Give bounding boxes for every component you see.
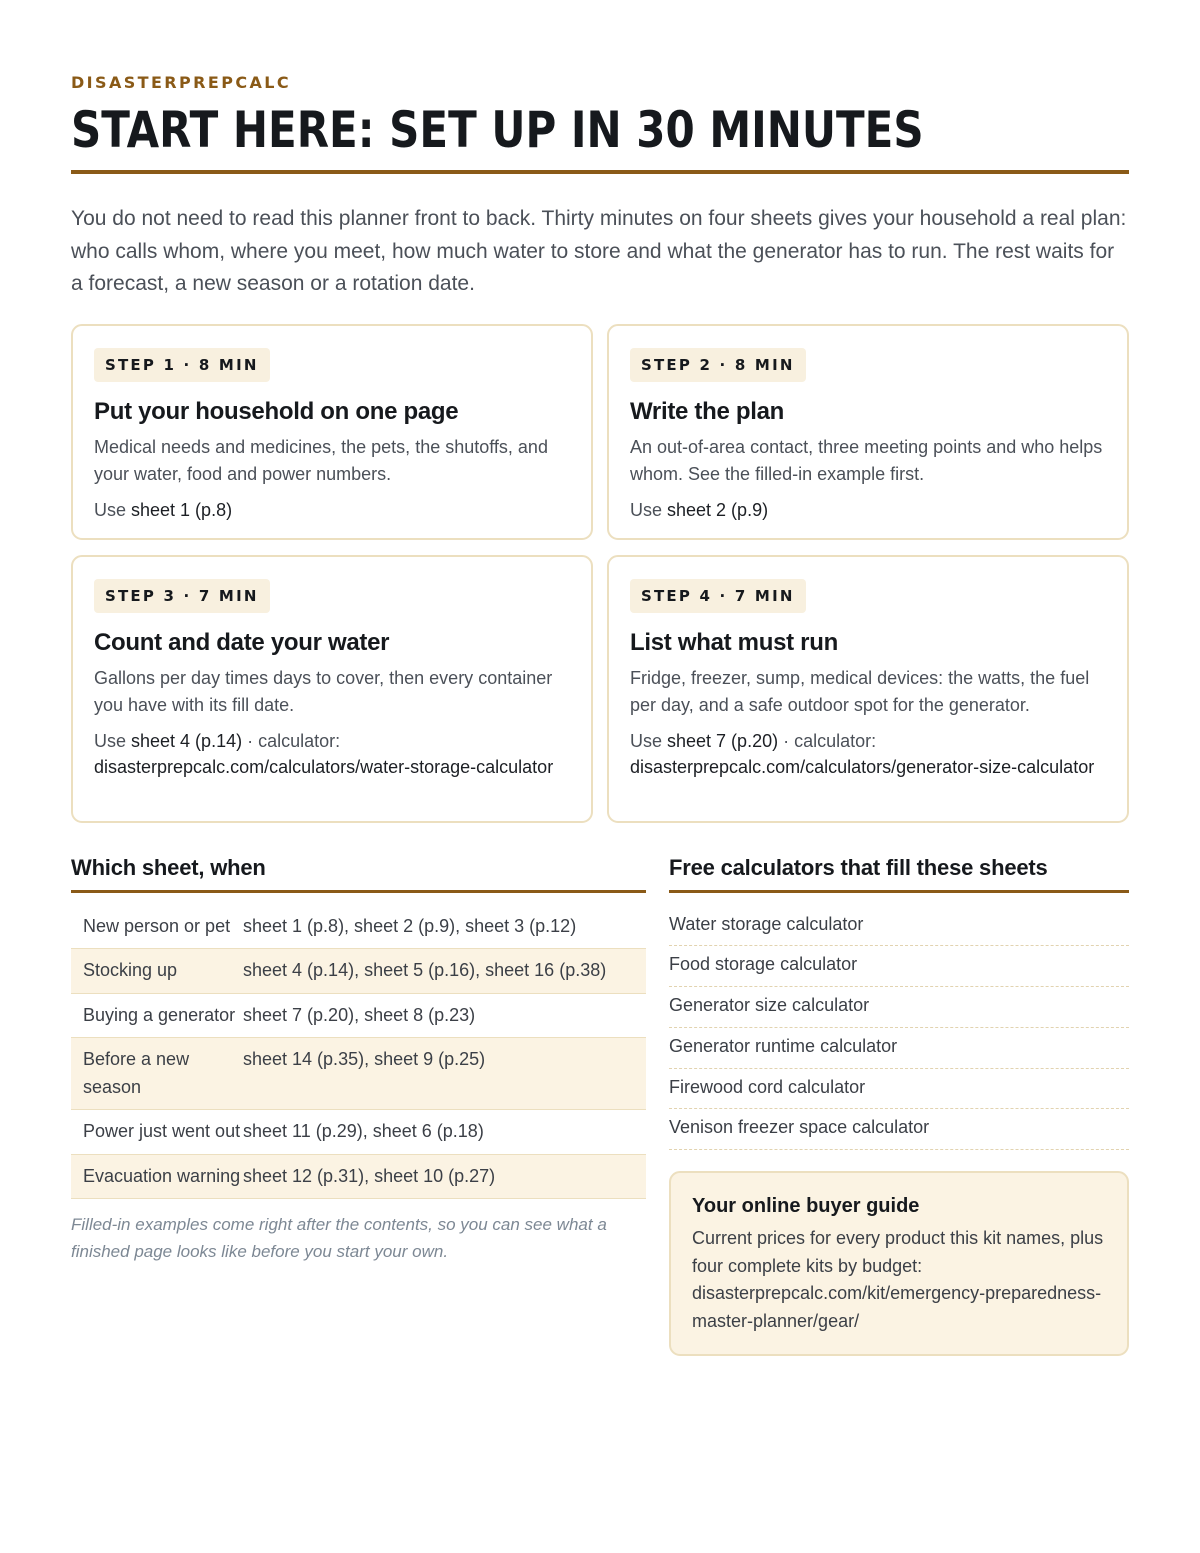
which-sheet-table [71, 905, 646, 1200]
which-sheet-section [71, 853, 646, 1357]
sheets-cell: sheet 11 (p.29), sheet 6 (p.18) [243, 1121, 484, 1141]
table-row [71, 905, 646, 950]
calculator-url[interactable]: disasterprepcalc.com/calculators/generator-size-calculator [630, 757, 1095, 777]
table-row [71, 1110, 646, 1155]
step-card-4 [607, 555, 1129, 823]
buyer-guide-box [669, 1171, 1129, 1356]
step-badge: STEP 1 · 8 MIN [94, 348, 270, 382]
brand-label: DISASTERPREPCALC [71, 73, 291, 92]
step-use-line [94, 497, 570, 524]
list-item[interactable]: Water storage calculator [669, 906, 1129, 947]
use-label: Use [630, 499, 668, 520]
section-title: Free calculators that fill these sheets [669, 853, 1129, 893]
step-badge: STEP 2 · 8 MIN [630, 348, 806, 382]
list-item[interactable]: Generator size calculator [669, 987, 1129, 1028]
calculator-list [669, 906, 1129, 1151]
calculator-label: · calculator: [242, 730, 341, 751]
step-description: Medical needs and medicines, the pets, the shutoffs, and your water, food and power numbers. [94, 436, 548, 484]
step-card-3 [71, 555, 593, 823]
sheet-reference: sheet 4 (p.14) [131, 730, 243, 751]
step-title: Count and date your water [94, 628, 390, 656]
sheets-cell: sheet 4 (p.14), sheet 5 (p.16), sheet 16 (p.38) [243, 960, 607, 980]
step-use-line [94, 728, 570, 781]
use-label: Use [94, 730, 132, 751]
examples-note: Filled-in examples come right after the contents, so you can see what a finished page looks like before you start your own. [71, 1215, 607, 1261]
step-badge: STEP 4 · 7 MIN [630, 579, 806, 613]
steps-grid [71, 324, 1129, 823]
step-description: Fridge, freezer, sump, medical devices: the watts, the fuel per day, and a safe outdoor spot for the generator. [630, 667, 1090, 715]
list-item[interactable]: Food storage calculator [669, 946, 1129, 987]
page-title: START HERE: SET UP IN 30 MINUTES [71, 101, 924, 159]
step-use-line [630, 728, 1106, 781]
title-divider [71, 170, 1129, 174]
sheet-reference: sheet 1 (p.8) [131, 499, 233, 520]
step-description: Gallons per day times days to cover, then every container you have with its fill date. [94, 667, 553, 715]
intro-paragraph: You do not need to read this planner front to back. Thirty minutes on four sheets gives your household a real plan: who calls whom, where you meet, how much water to store and what the generator has to run. The rest waits for a forecast, a new season or a rotation date. [71, 207, 1127, 295]
situation-cell: New person or pet [83, 915, 231, 936]
step-title: Write the plan [630, 397, 785, 425]
situation-cell: Before a new season [83, 1049, 190, 1097]
use-label: Use [630, 730, 668, 751]
table-row [71, 994, 646, 1039]
calculator-url[interactable]: disasterprepcalc.com/calculators/water-storage-calculator [94, 757, 554, 777]
buyer-guide-description: Current prices for every product this kit names, plus four complete kits by budget: disasterprepcalc.com/kit/emergency-preparedness-master-planner/gear/ [692, 1228, 1104, 1331]
step-title: Put your household on one page [94, 397, 459, 425]
sheets-cell: sheet 7 (p.20), sheet 8 (p.23) [243, 1004, 476, 1025]
table-row [71, 949, 646, 994]
list-item[interactable]: Venison freezer space calculator [669, 1109, 1129, 1150]
step-badge: STEP 3 · 7 MIN [94, 579, 270, 613]
sheets-cell: sheet 14 (p.35), sheet 9 (p.25) [243, 1049, 486, 1069]
calculator-label: · calculator: [778, 730, 877, 751]
situation-cell: Stocking up [83, 960, 178, 980]
sheet-reference: sheet 7 (p.20) [667, 730, 779, 751]
step-card-1 [71, 324, 593, 540]
bottom-section [71, 853, 1129, 1357]
table-row [71, 1155, 646, 1200]
page [71, 72, 1129, 1356]
step-description: An out-of-area contact, three meeting points and who helps whom. See the filled-in example first. [630, 436, 1103, 484]
situation-cell: Power just went out [83, 1121, 241, 1141]
list-item[interactable]: Generator runtime calculator [669, 1028, 1129, 1069]
buyer-guide-title: Your online buyer guide [692, 1195, 920, 1218]
table-row [71, 1038, 646, 1110]
step-title: List what must run [630, 628, 838, 656]
sheets-cell: sheet 12 (p.31), sheet 10 (p.27) [243, 1165, 496, 1186]
step-card-2 [607, 324, 1129, 540]
calculators-section [669, 853, 1129, 1357]
list-item[interactable]: Firewood cord calculator [669, 1069, 1129, 1110]
sheet-reference: sheet 2 (p.9) [667, 499, 769, 520]
step-use-line [630, 497, 1106, 524]
situation-cell: Evacuation warning [83, 1165, 241, 1186]
situation-cell: Buying a generator [83, 1004, 236, 1025]
sheets-cell: sheet 1 (p.8), sheet 2 (p.9), sheet 3 (p.12) [243, 915, 577, 936]
section-title: Which sheet, when [71, 853, 646, 893]
use-label: Use [94, 499, 132, 520]
